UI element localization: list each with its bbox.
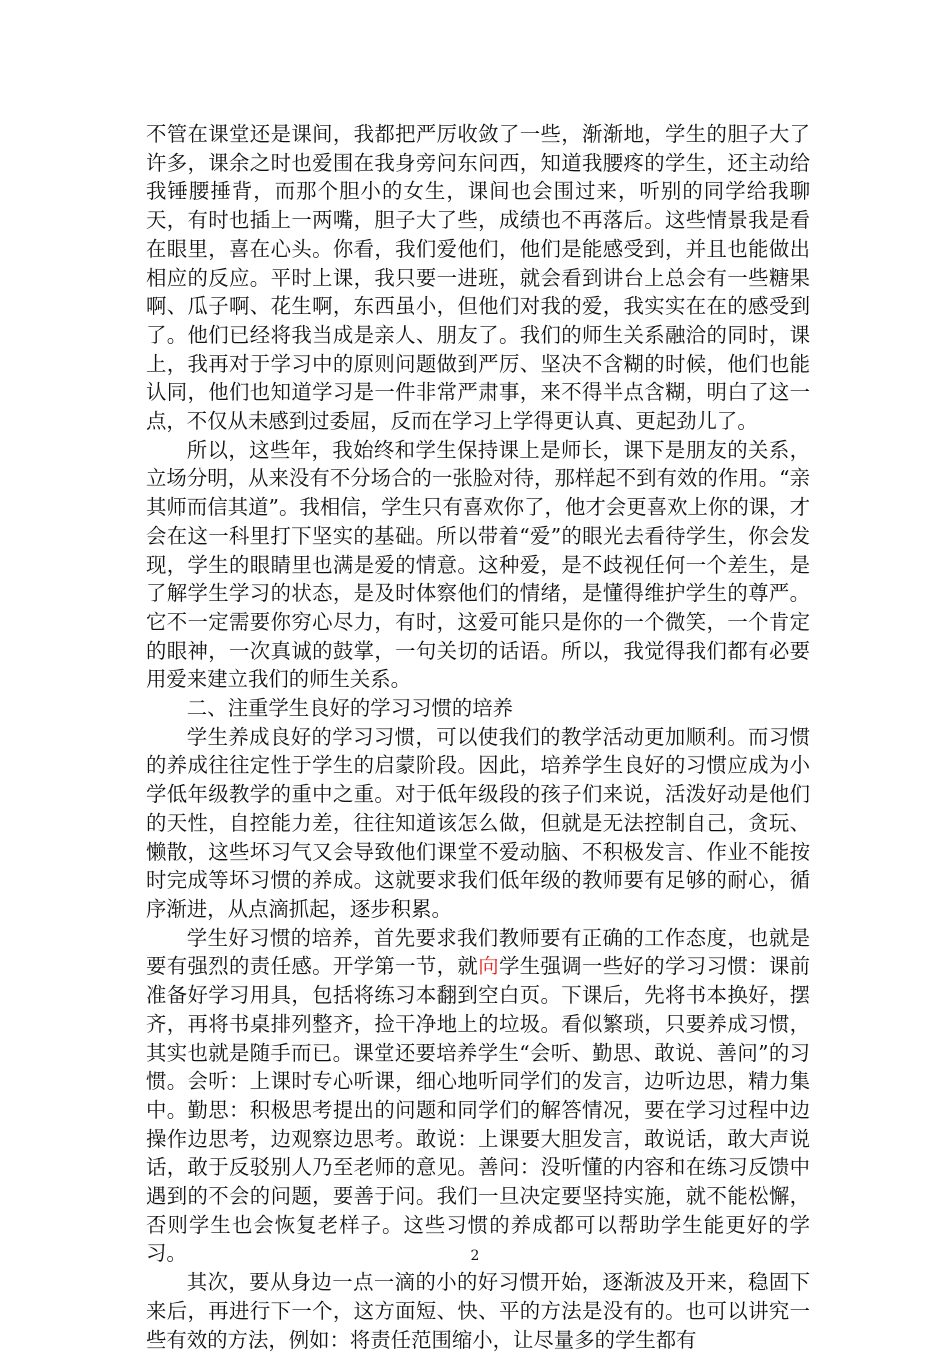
highlighted-char: 向 bbox=[478, 954, 499, 979]
paragraph-4-before: 学生好习惯的培养，首先要求我们教师要有正确的工作态度，也就是要有强烈的责任感。开学第一节，就 bbox=[146, 925, 810, 979]
paragraph-2: 所以，这些年，我始终和学生保持课上是师长，课下是朋友的关系，立场分明，从来没有不分场合的一张脸对待，那样起不到有效的作用。“亲其师而信其道”。我相信，学生只有喜欢你了，他才会更喜欢上你的课，才会在这一科里打下坚实的基础。所以带着“爱”的眼光去看待学生，你会发现，学生的眼睛里也满是爱的情意。这种爱，是不歧视任何一个差生，是了解学生学习的状态，是及时体察他们的情绪，是懂得维护学生的尊严。它不一定需要你穷心尽力，有时，这爱可能只是你的一个微笑，一个肯定的眼神，一次真诚的鼓掌，一句关切的话语。所以，我觉得我们都有必要用爱来建立我们的师生关系。 bbox=[146, 437, 810, 692]
paragraph-3: 学生养成良好的学习习惯，可以使我们的教学活动更加顺利。而习惯的养成往往定性于学生的启蒙阶段。因此，培养学生良好的习惯应成为小学低年级教学的重中之重。对于低年级段的孩子们来说，活泼好动是他们的天性，自控能力差，往往知道该怎么做，但就是无法控制自己，贪玩、懒散，这些坏习气又会导致他们课堂不爱动脑、不积极发言、作业不能按时完成等坏习惯的养成。这就要求我们低年级的教师要有足够的耐心，循序渐进，从点滴抓起，逐步积累。 bbox=[146, 724, 810, 921]
paragraph-4-after: 学生强调一些好的学习习惯：课前准备好学习用具，包括将练习本翻到空白页。下课后，先将书本换好，摆齐，再将书桌排列整齐，捡干净地上的垃圾。看似繁琐，只要养成习惯，其实也就是随手而已。课堂还要培养学生“会听、勤思、敢说、善问”的习惯。会听：上课时专心听课，细心地听同学们的发言，边听边思，精力集中。勤思：积极思考提出的问题和同学们的解答情况，要在学习过程中边操作边思考，边观察边思考。敢说：上课要大胆发言，敢说话，敢大声说话，敢于反驳别人乃至老师的意见。善问：没听懂的内容和在练习反馈中遇到的不会的问题，要善于问。我们一旦决定要坚持实施，就不能松懈，否则学生也会恢复老样子。这些习惯的养成都可以帮助学生能更好的学习。 bbox=[146, 954, 811, 1266]
paragraph-4 bbox=[146, 924, 810, 1268]
page-number: 2 bbox=[470, 1248, 480, 1264]
paragraph-5: 其次，要从身边一点一滴的小的好习惯开始，逐渐波及开来，稳固下来后，再进行下一个，这方面短、快、平的方法是没有的。也可以讲究一些有效的方法，例如：将责任范围缩小，让尽量多的学生都有 bbox=[146, 1270, 810, 1352]
section-heading: 二、注重学生良好的学习习惯的培养 bbox=[186, 696, 514, 721]
document-body bbox=[146, 120, 810, 1354]
paragraph-1: 不管在课堂还是课间，我都把严厉收敛了一些，渐渐地，学生的胆子大了许多，课余之时也爱围在我身旁问东问西，知道我腰疼的学生，还主动给我锤腰捶背，而那个胆小的女生，课间也会围过来，听别的同学给我聊天，有时也插上一两嘴，胆子大了些，成绩也不再落后。这些情景我是看在眼里，喜在心头。你看，我们爱他们，他们是能感受到，并且也能做出相应的反应。平时上课，我只要一进班，就会看到讲台上总会有一些糖果啊、瓜子啊、花生啊，东西虽小，但他们对我的爱，我实实在在的感受到了。他们已经将我当成是亲人、朋友了。我们的师生关系融洽的同时，课上，我再对于学习中的原则问题做到严厉、坚决不含糊的时候，他们也能认同，他们也知道学习是一件非常严肃事，来不得半点含糊，明白了这一点，不仅从未感到过委屈，反而在学习上学得更认真、更起劲儿了。 bbox=[146, 122, 810, 434]
